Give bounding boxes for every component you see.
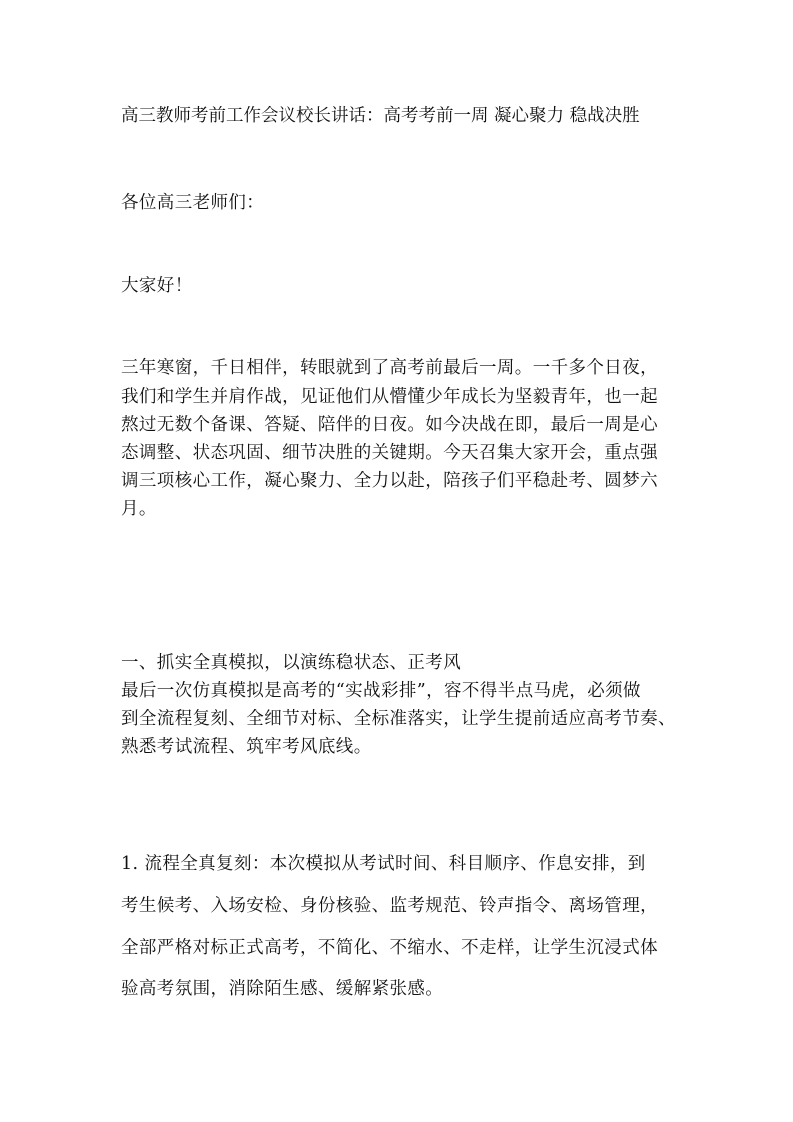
greeting: 大家好！: [121, 276, 193, 296]
intro-line: 三年寒窗，千日相伴，转眼就到了高考前最后一周。一千多个日夜，: [121, 358, 658, 378]
intro-line: 调三项核心工作，凝心聚力、全力以赴，陪孩子们平稳赴考、圆梦六: [121, 471, 658, 491]
item-line: 考生候考、入场安检、身份核验、监考规范、铃声指令、离场管理，: [121, 896, 658, 916]
section-line: 熟悉考试流程、筑牢考风底线。: [121, 737, 372, 757]
item-line: 全部严格对标正式高考，不简化、不缩水、不走样，让学生沉浸式体: [121, 938, 658, 958]
intro-line: 熬过无数个备课、答疑、陪伴的日夜。如今决战在即，最后一周是心: [121, 415, 658, 435]
item-line: 验高考氛围，消除陌生感、缓解紧张感。: [121, 979, 444, 999]
intro-line: 态调整、状态巩固、细节决胜的关键期。今天召集大家开会，重点强: [121, 443, 658, 463]
salutation: 各位高三老师们：: [121, 193, 265, 213]
item-line: 1. 流程全真复刻：本次模拟从考试时间、科目顺序、作息安排，到: [121, 854, 646, 874]
document-title: 高三教师考前工作会议校长讲话：高考考前一周 凝心聚力 稳战决胜: [121, 106, 640, 126]
intro-line: 我们和学生并肩作战，见证他们从懵懂少年成长为坚毅青年，也一起: [121, 387, 658, 407]
section-line: 到全流程复刻、全细节对标、全标准落实，让学生提前适应高考节奏、: [121, 709, 676, 729]
intro-line: 月。: [121, 499, 157, 519]
section-heading: 一、抓实全真模拟，以演练稳状态、正考风: [121, 653, 462, 673]
section-line: 最后一次仿真模拟是高考的“实战彩排”，容不得半点马虎，必须做: [121, 681, 641, 701]
